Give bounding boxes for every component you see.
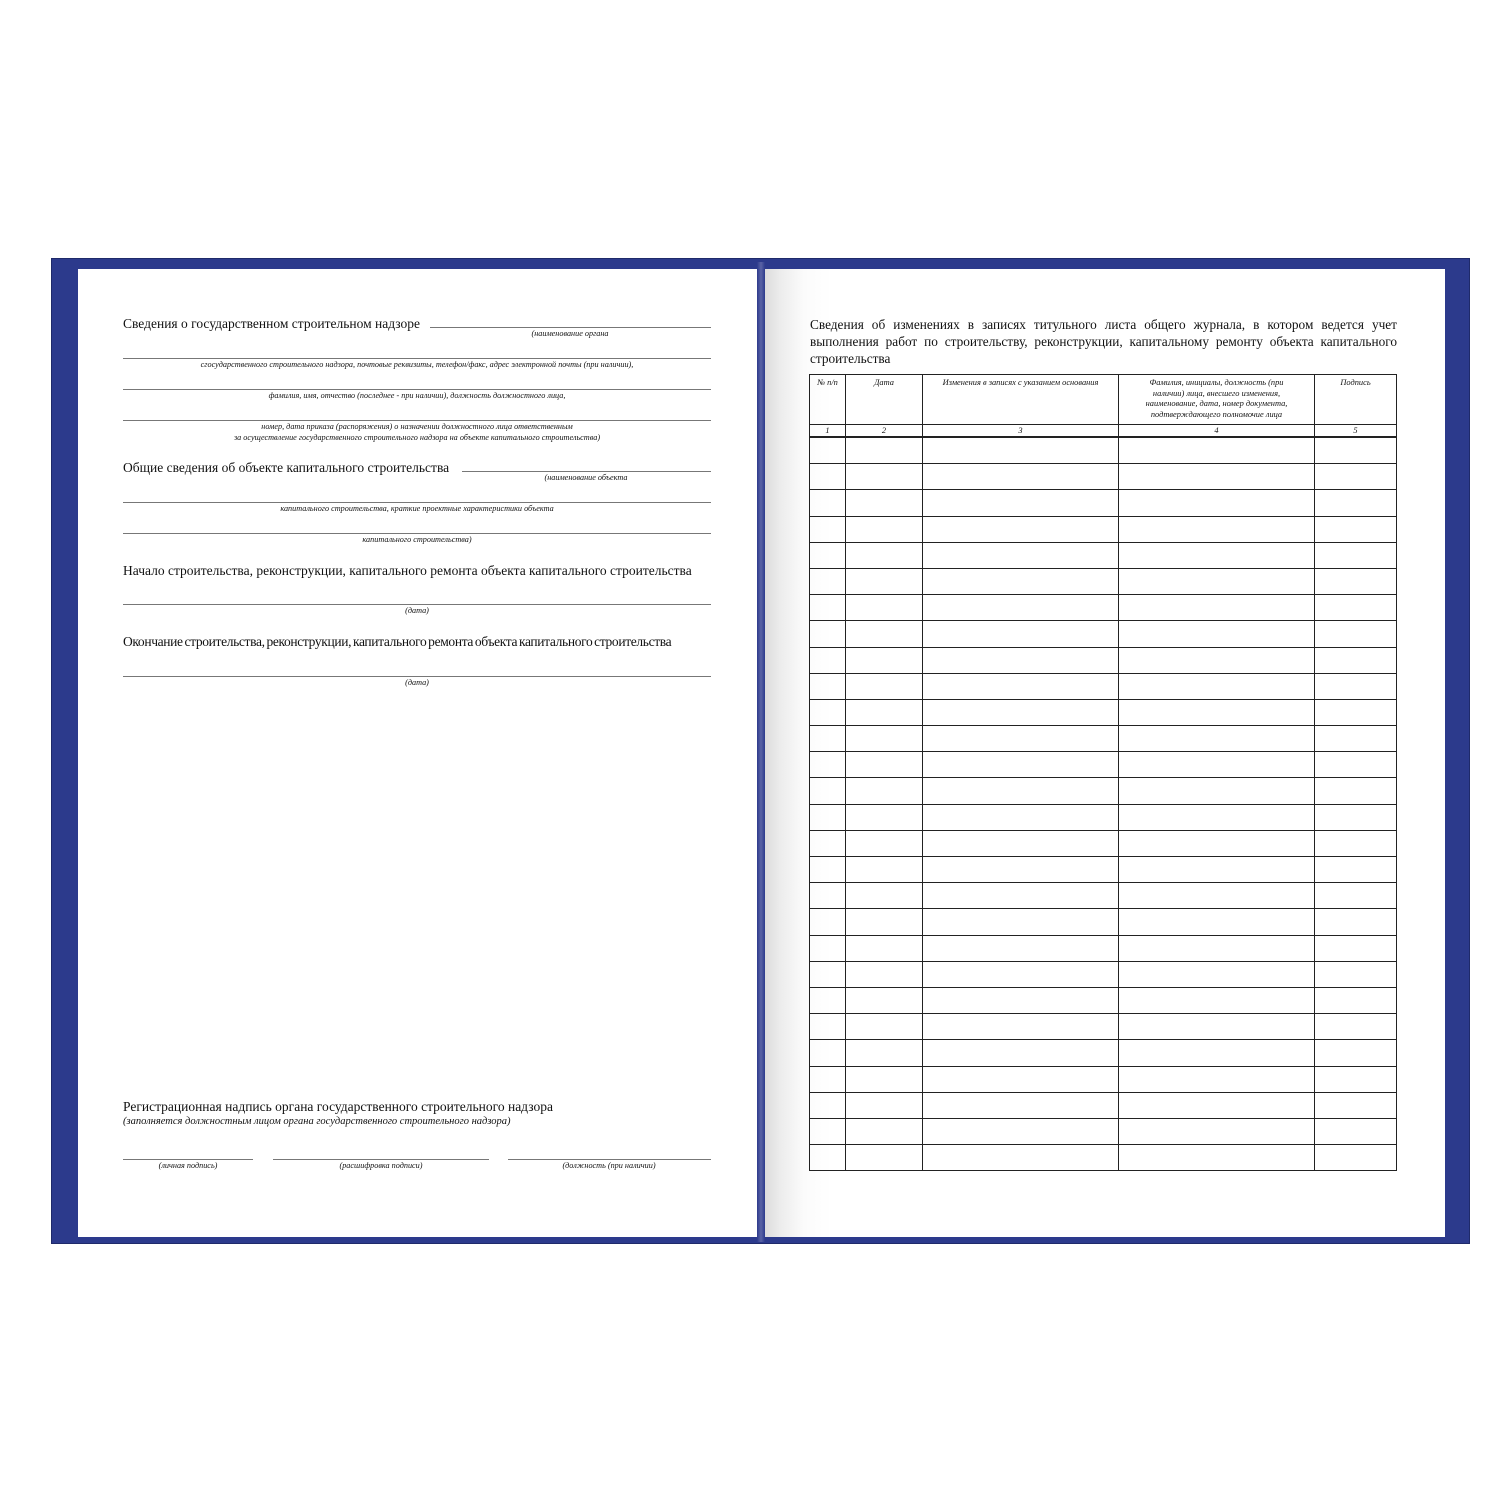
table-row <box>810 516 1397 542</box>
cell-number[interactable] <box>810 673 846 699</box>
cell-signature[interactable] <box>1315 490 1397 516</box>
object-line-3[interactable] <box>123 533 711 534</box>
cell-signature[interactable] <box>1315 1040 1397 1066</box>
end-heading: Окончание строительства, реконструкции, капитального ремонта объекта капитального строительства <box>123 634 672 649</box>
cell-date[interactable] <box>846 1066 923 1092</box>
cell-changes[interactable] <box>923 909 1119 935</box>
position-hint: (должность (при наличии) <box>562 1161 656 1170</box>
supervision-line-3[interactable] <box>123 389 711 390</box>
cell-person[interactable] <box>1119 987 1315 1013</box>
cell-person[interactable] <box>1119 961 1315 987</box>
cell-person[interactable] <box>1119 883 1315 909</box>
cell-number[interactable] <box>810 752 846 778</box>
cell-date[interactable] <box>846 883 923 909</box>
cell-date[interactable] <box>846 542 923 568</box>
cell-signature[interactable] <box>1315 1145 1397 1171</box>
table-row <box>810 961 1397 987</box>
cell-person[interactable] <box>1119 1092 1315 1118</box>
end-date-line[interactable] <box>123 676 711 677</box>
cell-person[interactable] <box>1119 621 1315 647</box>
cell-number[interactable] <box>810 935 846 961</box>
cell-signature[interactable] <box>1315 857 1397 883</box>
cell-signature[interactable] <box>1315 1066 1397 1092</box>
cell-person[interactable] <box>1119 804 1315 830</box>
cell-person[interactable] <box>1119 516 1315 542</box>
cell-person[interactable] <box>1119 490 1315 516</box>
cell-person[interactable] <box>1119 1040 1315 1066</box>
cell-date[interactable] <box>846 752 923 778</box>
cell-signature[interactable] <box>1315 699 1397 725</box>
cell-changes[interactable] <box>923 464 1119 490</box>
cell-number[interactable] <box>810 1014 846 1040</box>
cell-number[interactable] <box>810 621 846 647</box>
cell-date[interactable] <box>846 464 923 490</box>
cell-changes[interactable] <box>923 1066 1119 1092</box>
cell-changes[interactable] <box>923 437 1119 464</box>
cell-person[interactable] <box>1119 1014 1315 1040</box>
cell-changes[interactable] <box>923 516 1119 542</box>
object-hint-1: (наименование объекта <box>544 473 628 482</box>
object-hint-3: капитального строительства) <box>362 535 472 544</box>
cell-signature[interactable] <box>1315 595 1397 621</box>
cell-person[interactable] <box>1119 935 1315 961</box>
supervision-hint-2: сгосударственного строительного надзора, почтовые реквизиты, телефон/факс, адрес электронной почты (при наличии), <box>200 360 634 369</box>
cell-number[interactable] <box>810 437 846 464</box>
cell-changes[interactable] <box>923 1040 1119 1066</box>
cell-number[interactable] <box>810 961 846 987</box>
table-row <box>810 857 1397 883</box>
supervision-hint-1: (наименование органа <box>531 329 609 338</box>
table-row <box>810 699 1397 725</box>
cell-changes[interactable] <box>923 961 1119 987</box>
col-header-date: Дата <box>846 375 923 425</box>
start-hint: (дата) <box>405 606 429 615</box>
cell-changes[interactable] <box>923 699 1119 725</box>
table-row <box>810 726 1397 752</box>
cell-date[interactable] <box>846 647 923 673</box>
cell-person[interactable] <box>1119 1066 1315 1092</box>
col-header-person: Фамилия, инициалы, должность (при наличии) лица, внесшего изменения, наименование, дата, номер документа, подтверждающего полномочие лица <box>1119 375 1315 425</box>
col-number-4: 4 <box>1119 425 1315 438</box>
cell-signature[interactable] <box>1315 752 1397 778</box>
cell-number[interactable] <box>810 1040 846 1066</box>
cell-number[interactable] <box>810 464 846 490</box>
cell-person[interactable] <box>1119 699 1315 725</box>
supervision-hint-3: фамилия, имя, отчество (последнее - при наличии), должность должностного лица, <box>268 391 566 400</box>
cell-date[interactable] <box>846 909 923 935</box>
cell-date[interactable] <box>846 726 923 752</box>
cell-person[interactable] <box>1119 568 1315 594</box>
cell-signature[interactable] <box>1315 987 1397 1013</box>
col-header-number: № п/п <box>810 375 846 425</box>
cell-changes[interactable] <box>923 1014 1119 1040</box>
table-row <box>810 1014 1397 1040</box>
cell-changes[interactable] <box>923 542 1119 568</box>
cell-date[interactable] <box>846 595 923 621</box>
table-row <box>810 568 1397 594</box>
cell-changes[interactable] <box>923 490 1119 516</box>
cell-date[interactable] <box>846 1040 923 1066</box>
cell-date[interactable] <box>846 437 923 464</box>
registration-note: (заполняется должностным лицом органа государственного строительного надзора) <box>123 1116 511 1127</box>
signature-line[interactable] <box>123 1159 253 1160</box>
cell-date[interactable] <box>846 1014 923 1040</box>
table-row <box>810 1066 1397 1092</box>
cell-number[interactable] <box>810 647 846 673</box>
cell-date[interactable] <box>846 568 923 594</box>
cell-date[interactable] <box>846 699 923 725</box>
table-row <box>810 621 1397 647</box>
position-line[interactable] <box>508 1159 711 1160</box>
cell-number[interactable] <box>810 1118 846 1144</box>
supervision-hint-5: за осуществление государственного строительного надзора на объекте капитального строительства) <box>233 433 601 442</box>
cell-number[interactable] <box>810 883 846 909</box>
cell-changes[interactable] <box>923 595 1119 621</box>
cell-signature[interactable] <box>1315 647 1397 673</box>
cell-signature[interactable] <box>1315 1092 1397 1118</box>
cell-date[interactable] <box>846 1118 923 1144</box>
cell-changes[interactable] <box>923 647 1119 673</box>
table-row <box>810 909 1397 935</box>
cell-number[interactable] <box>810 699 846 725</box>
signature-hint: (личная подпись) <box>158 1161 218 1170</box>
table-row <box>810 1118 1397 1144</box>
supervision-line-2[interactable] <box>123 358 711 359</box>
cell-number[interactable] <box>810 595 846 621</box>
cell-number[interactable] <box>810 1066 846 1092</box>
cell-signature[interactable] <box>1315 778 1397 804</box>
col-number-3: 3 <box>923 425 1119 438</box>
cell-signature[interactable] <box>1315 1118 1397 1144</box>
cell-changes[interactable] <box>923 752 1119 778</box>
cell-signature[interactable] <box>1315 830 1397 856</box>
book-gutter <box>757 262 765 1242</box>
cell-date[interactable] <box>846 830 923 856</box>
supervision-hint-4: номер, дата приказа (распоряжения) о назначении должностного лица ответственным <box>261 422 573 431</box>
cell-person[interactable] <box>1119 752 1315 778</box>
cell-person[interactable] <box>1119 909 1315 935</box>
cell-changes[interactable] <box>923 673 1119 699</box>
cell-signature[interactable] <box>1315 437 1397 464</box>
table-row <box>810 595 1397 621</box>
table-row <box>810 1145 1397 1171</box>
object-line-2[interactable] <box>123 502 711 503</box>
table-row <box>810 490 1397 516</box>
cell-number[interactable] <box>810 1092 846 1118</box>
col-header-signature: Подпись <box>1315 375 1397 425</box>
table-row <box>810 935 1397 961</box>
table-row <box>810 778 1397 804</box>
col-number-5: 5 <box>1315 425 1397 438</box>
cell-date[interactable] <box>846 673 923 699</box>
table-row <box>810 752 1397 778</box>
cell-number[interactable] <box>810 568 846 594</box>
cell-changes[interactable] <box>923 1092 1119 1118</box>
table-row <box>810 830 1397 856</box>
cell-changes[interactable] <box>923 935 1119 961</box>
supervision-heading: Сведения о государственном строительном надзоре <box>123 316 420 331</box>
table-row <box>810 804 1397 830</box>
cell-date[interactable] <box>846 987 923 1013</box>
cell-person[interactable] <box>1119 673 1315 699</box>
cell-person[interactable] <box>1119 595 1315 621</box>
cell-changes[interactable] <box>923 1118 1119 1144</box>
cell-signature[interactable] <box>1315 568 1397 594</box>
cell-date[interactable] <box>846 804 923 830</box>
table-row <box>810 542 1397 568</box>
cell-date[interactable] <box>846 778 923 804</box>
cell-date[interactable] <box>846 935 923 961</box>
cell-number[interactable] <box>810 1145 846 1171</box>
supervision-line-4[interactable] <box>123 420 711 421</box>
cell-date[interactable] <box>846 621 923 647</box>
object-line-1[interactable] <box>462 471 711 472</box>
cell-date[interactable] <box>846 490 923 516</box>
left-page <box>78 269 762 1237</box>
cell-changes[interactable] <box>923 726 1119 752</box>
table-row <box>810 987 1397 1013</box>
cell-signature[interactable] <box>1315 804 1397 830</box>
cell-changes[interactable] <box>923 987 1119 1013</box>
signature-decoding-hint: (расшифровка подписи) <box>339 1161 423 1170</box>
start-heading: Начало строительства, реконструкции, капитального ремонта объекта капитального строительства <box>123 563 692 578</box>
cell-number[interactable] <box>810 909 846 935</box>
table-row <box>810 673 1397 699</box>
cell-number[interactable] <box>810 726 846 752</box>
cell-signature[interactable] <box>1315 621 1397 647</box>
cell-person[interactable] <box>1119 437 1315 464</box>
cell-person[interactable] <box>1119 542 1315 568</box>
cell-date[interactable] <box>846 1145 923 1171</box>
cell-person[interactable] <box>1119 778 1315 804</box>
cell-number[interactable] <box>810 542 846 568</box>
changes-table <box>809 374 1397 1171</box>
cell-changes[interactable] <box>923 804 1119 830</box>
cell-person[interactable] <box>1119 464 1315 490</box>
cell-changes[interactable] <box>923 568 1119 594</box>
cell-date[interactable] <box>846 961 923 987</box>
cell-signature[interactable] <box>1315 1014 1397 1040</box>
cell-signature[interactable] <box>1315 673 1397 699</box>
cell-signature[interactable] <box>1315 464 1397 490</box>
col-header-changes: Изменения в записях с указанием основания <box>923 375 1119 425</box>
start-date-line[interactable] <box>123 604 711 605</box>
table-row <box>810 464 1397 490</box>
cell-person[interactable] <box>1119 857 1315 883</box>
cell-number[interactable] <box>810 516 846 542</box>
table-row <box>810 883 1397 909</box>
cell-person[interactable] <box>1119 830 1315 856</box>
col-number-2: 2 <box>846 425 923 438</box>
cell-signature[interactable] <box>1315 542 1397 568</box>
changes-intro: Сведения об изменениях в записях титульного листа общего журнала, в котором ведется учет выполнения работ по строительству, реконструкции, капитальному ремонту объекта капитального строительства <box>810 317 1397 366</box>
cell-signature[interactable] <box>1315 883 1397 909</box>
cell-signature[interactable] <box>1315 726 1397 752</box>
cell-signature[interactable] <box>1315 961 1397 987</box>
cell-person[interactable] <box>1119 1145 1315 1171</box>
cell-changes[interactable] <box>923 883 1119 909</box>
table-row <box>810 1040 1397 1066</box>
cell-number[interactable] <box>810 830 846 856</box>
cell-person[interactable] <box>1119 1118 1315 1144</box>
object-heading: Общие сведения об объекте капитального строительства <box>123 460 450 475</box>
table-row <box>810 647 1397 673</box>
cell-signature[interactable] <box>1315 909 1397 935</box>
cell-signature[interactable] <box>1315 516 1397 542</box>
cell-number[interactable] <box>810 490 846 516</box>
table-row <box>810 437 1397 464</box>
cell-changes[interactable] <box>923 857 1119 883</box>
cell-number[interactable] <box>810 778 846 804</box>
cell-changes[interactable] <box>923 1145 1119 1171</box>
cell-number[interactable] <box>810 804 846 830</box>
cell-changes[interactable] <box>923 830 1119 856</box>
cell-signature[interactable] <box>1315 935 1397 961</box>
object-hint-2: капитального строительства, краткие проектные характеристики объекта <box>280 504 554 513</box>
registration-heading: Регистрационная надпись органа государственного строительного надзора <box>123 1099 553 1114</box>
cell-date[interactable] <box>846 857 923 883</box>
supervision-line-1[interactable] <box>430 327 711 328</box>
table-row <box>810 1092 1397 1118</box>
signature-decoding-line[interactable] <box>273 1159 489 1160</box>
cell-date[interactable] <box>846 516 923 542</box>
cell-changes[interactable] <box>923 621 1119 647</box>
cell-person[interactable] <box>1119 647 1315 673</box>
cell-number[interactable] <box>810 857 846 883</box>
col-number-1: 1 <box>810 425 846 438</box>
cell-changes[interactable] <box>923 778 1119 804</box>
cell-date[interactable] <box>846 1092 923 1118</box>
cell-person[interactable] <box>1119 726 1315 752</box>
cell-number[interactable] <box>810 987 846 1013</box>
end-hint: (дата) <box>405 678 429 687</box>
